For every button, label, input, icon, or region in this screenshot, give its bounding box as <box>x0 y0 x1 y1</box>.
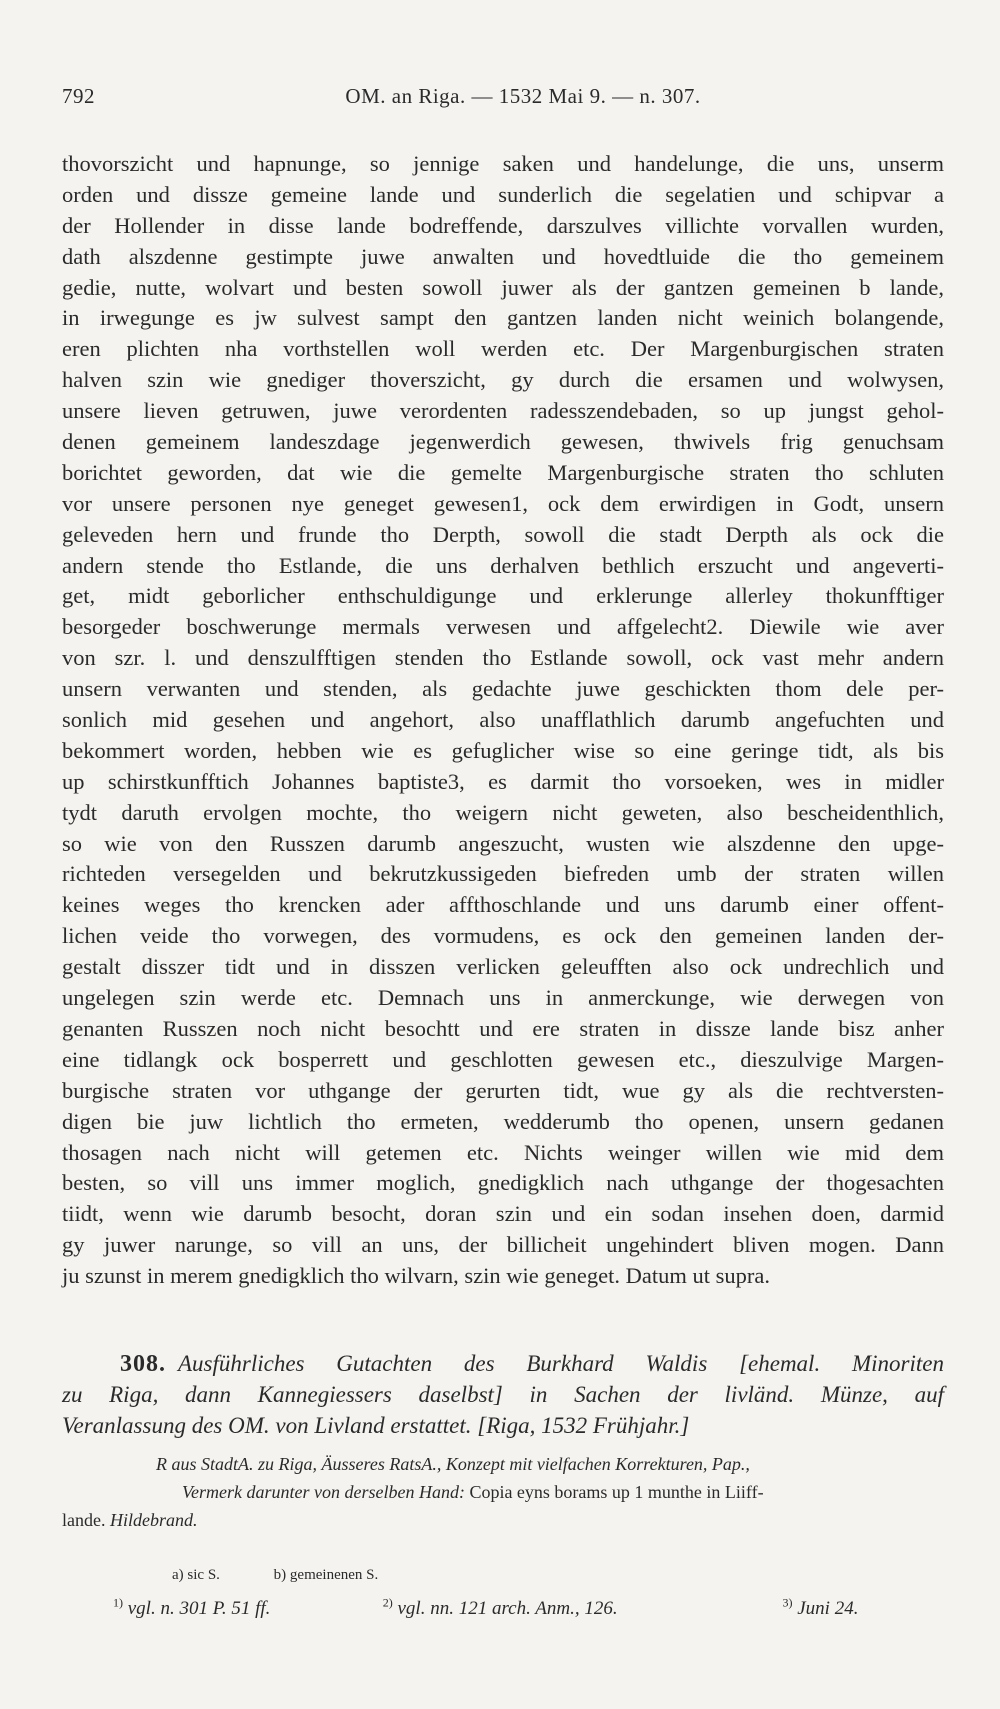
text-line: burgische straten vor uthgange der gerurten tidt, wue gy als die rechtversten- <box>62 1077 944 1103</box>
document-title-line: zu Riga, dann Kannegiessers daselbst] in Sachen der livländ. Münze, auf <box>62 1381 944 1407</box>
document-title-line: Ausführliches Gutachten des Burkhard Waldis [ehemal. Minoriten <box>178 1351 944 1376</box>
text-line: gestalt disszer tidt und in disszen verlicken geleufften also ock undrechlich und <box>62 954 944 980</box>
text-line: denen gemeinem landeszdage jegenwerdich gewesen, thwivels frig genuchsam <box>62 429 944 455</box>
text-line: sonlich mid gesehen und angehort, also unafflathlich darumb angefuchten und <box>62 707 944 733</box>
document-number: 308. <box>120 1351 166 1377</box>
source-line-plain: Copia eyns borams up 1 munthe in Liiff- <box>464 1482 764 1502</box>
text-line: gy juwer narunge, so vill an uns, der billicheit ungehindert bliven mogen. Dann <box>62 1232 944 1258</box>
footnote-3: $^{3)}$ Juni 24. <box>782 1595 859 1619</box>
text-line: unsere lieven getruwen, juwe verordenten radesszendebaden, so up jungst gehol- <box>62 398 944 424</box>
text-line: lichen veide tho vorwegen, des vormudens, es ock den gemeinen landen der- <box>62 923 944 949</box>
text-line: orden und dissze gemeine lande und sunderlich die segelatien und schipvar a <box>62 181 944 207</box>
text-line: von szr. l. und denszulfftigen stenden tho Estlande sowoll, ock vast mehr andern <box>62 645 944 671</box>
text-line: in irwegunge es jw sulvest sampt den gantzen landen nicht weinich bolangende, <box>62 305 944 331</box>
textual-note-a: a) sic S. <box>172 1567 220 1583</box>
text-line: bekommert worden, hebben wie es gefuglicher wise so eine geringe tidt, als bis <box>62 737 944 763</box>
text-line: andern stende tho Estlande, die uns derhalven bethlich erszucht und angeverti- <box>62 552 944 578</box>
text-line: gedie, nutte, wolvart und besten sowoll juwer als der gantzen gemeinen b lande, <box>62 274 944 300</box>
text-line: vor unsere personen nye geneget gewesen1, ock dem erwirdigen in Godt, unsern <box>62 490 944 516</box>
text-line: der Hollender in disse lande bodreffende, darszulves villichte vorvallen wurden, <box>62 212 944 238</box>
text-line: up schirstkunfftich Johannes baptiste3, es darmit tho vorsoeken, wes in midler <box>62 768 944 794</box>
source-note <box>62 1450 944 1534</box>
body-text <box>62 149 944 1292</box>
footnotes <box>113 1595 859 1620</box>
page-header <box>62 84 944 114</box>
text-line: thosagen nach nicht will getemen etc. Nichts weinger willen wie mid dem <box>62 1139 944 1165</box>
footnote-2: $^{2)}$ vgl. nn. 121 arch. Anm., 126. <box>382 1595 618 1619</box>
text-line: richteden versegelden und bekrutzkussigeden biefreden umb der straten willen <box>62 861 944 887</box>
textual-notes <box>172 1567 428 1584</box>
footnote-1: $^{1)}$ vgl. n. 301 P. 51 ff. <box>113 1595 271 1619</box>
text-line: tydt daruth ervolgen mochte, tho weigern nicht geweten, also bescheidenthlich, <box>62 799 944 825</box>
document-heading <box>62 1349 944 1442</box>
text-line: unsern verwanten und stenden, als gedachte juwe geschickten thom dele per- <box>62 676 944 702</box>
document-title-line: Veranlassung des OM. von Livland erstattet. [Riga, 1532 Frühjahr.] <box>62 1412 690 1438</box>
text-line: keines weges tho krencken ader affthoschlande und uns darumb einer offent- <box>62 892 944 918</box>
text-line: get, midt geborlicher enthschuldigunge und erklerunge allerley thokunfftiger <box>62 583 944 609</box>
text-line: so wie von den Russzen darumb angeszucht, wusten wie alszdenne den upge- <box>62 830 944 856</box>
text-line: genanten Russzen noch nicht besochtt und ere straten in dissze lande bisz anher <box>62 1015 944 1041</box>
text-line: besten, so vill uns immer moglich, gnedigklich nach uthgange der thogesachten <box>62 1170 944 1196</box>
source-line-plain: lande. <box>62 1510 110 1530</box>
text-line: halven szin wie gnediger thoverszicht, gy durch die ersamen und wolwysen, <box>62 367 944 393</box>
editor-name: Hildebrand. <box>109 1510 198 1530</box>
text-line: borichtet geworden, dat wie die gemelte Margenburgische straten tho schluten <box>62 459 944 485</box>
text-line: thovorszicht und hapnunge, so jennige saken und handelunge, die uns, unserm <box>62 151 944 176</box>
page-number: 792 <box>62 84 95 108</box>
text-line: eine tidlangk ock bosperrett und geschlotten gewesen etc., dieszulvige Margen- <box>62 1046 944 1072</box>
text-line: besorgeder boschwerunge mermals verwesen und affgelecht2. Diewile wie aver <box>62 614 944 640</box>
text-line: tiidt, wenn wie darumb besocht, doran szin und ein sodan insehen doen, darmid <box>62 1201 944 1227</box>
text-line: eren plichten nha vorthstellen woll werden etc. Der Margenburgischen straten <box>62 336 944 362</box>
text-line: digen bie juw lichtlich tho ermeten, wedderumb tho openen, unsern gedanen <box>62 1108 944 1134</box>
text-line: ungelegen szin werde etc. Demnach uns in anmerckunge, wie derwegen von <box>62 985 944 1011</box>
running-head: OM. an Riga. — 1532 Mai 9. — n. 307. <box>345 84 701 108</box>
text-line: dath alszdenne gestimpte juwe anwalten und hovedtluide die tho gemeinem <box>62 243 944 269</box>
source-line-italic: Vermerk darunter von derselben Hand: <box>182 1482 465 1502</box>
text-line: ju szunst in merem gnedigklich tho wilvarn, szin wie geneget. Datum ut supra. <box>62 1263 770 1289</box>
textual-note-b: b) gemeinenen S. <box>273 1567 379 1583</box>
text-line: geleveden hern und frunde tho Derpth, sowoll die stadt Derpth als ock die <box>62 521 944 547</box>
source-line: R aus StadtA. zu Riga, Äusseres RatsA., Konzept mit vielfachen Korrekturen, Pap., <box>156 1454 750 1474</box>
